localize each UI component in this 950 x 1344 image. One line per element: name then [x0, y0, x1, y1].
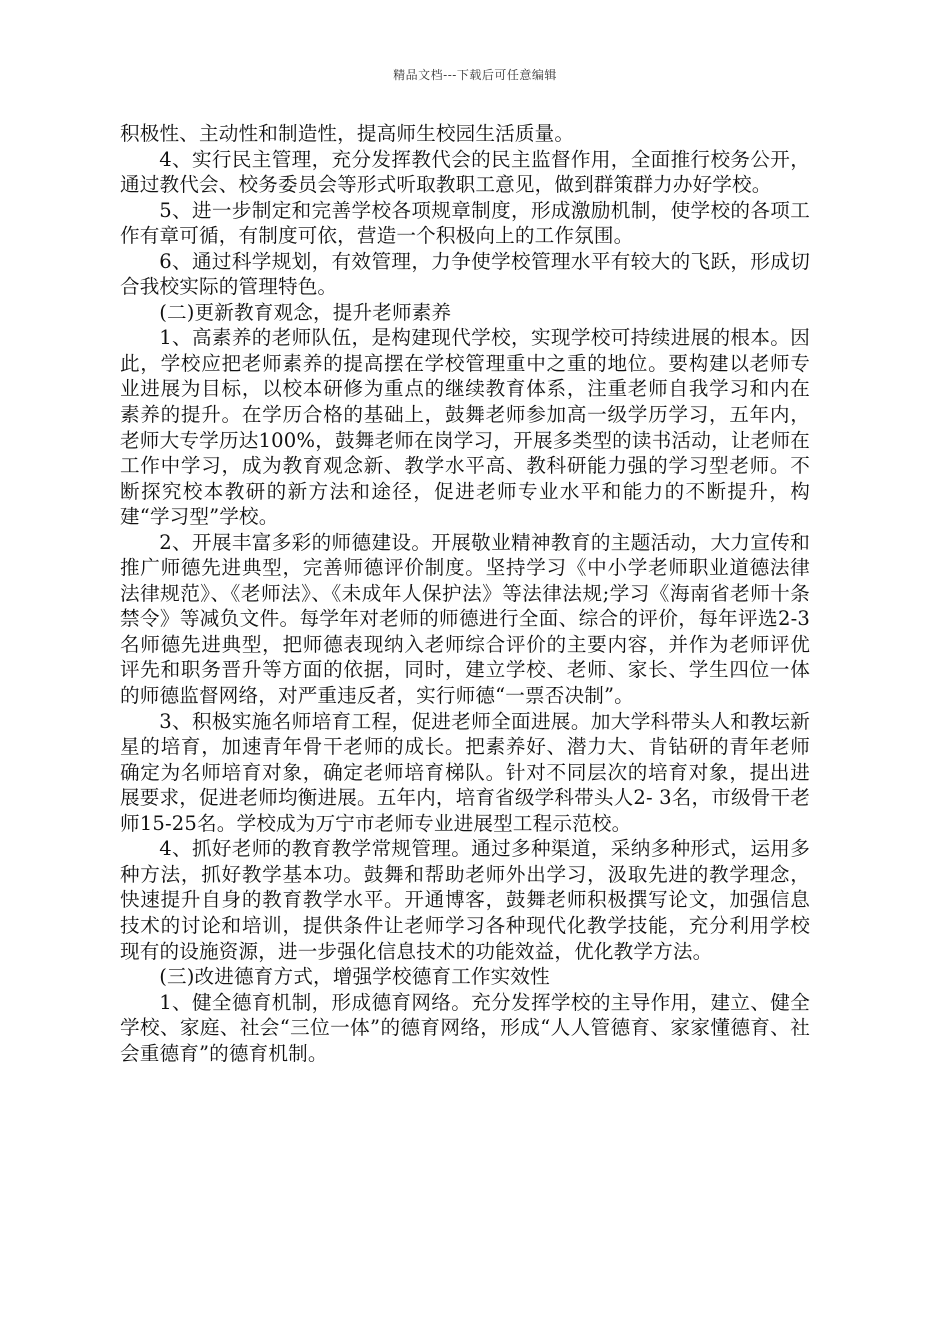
paragraph: 6、通过科学规划，有效管理，力争使学校管理水平有较大的飞跃，形成切合我校实际的管理特色。	[120, 249, 810, 299]
paragraph: 1、高素养的老师队伍，是构建现代学校，实现学校可持续进展的根本。因此，学校应把老师素养的提高摆在学校管理重中之重的地位。要构建以老师专业进展为目标，以校本研修为重点的继续教育体系，注重老师自我学习和内在素养的提升。在学历合格的基础上，鼓舞老师参加高一级学历学习，五年内，老师大专学历达100%，鼓舞老师在岗学习，开展多类型的读书活动，让老师在工作中学习，成为教育观念新、教学水平高、教科研能力强的学习型老师。不断探究校本教研的新方法和途径，促进老师专业水平和能力的不断提升，构建“学习型”学校。	[120, 326, 810, 529]
page-header: 精品文档---下载后可任意编辑	[393, 68, 557, 82]
section-heading: (二)更新教育观念，提升老师素养	[159, 300, 452, 324]
paragraph: 3、积极实施名师培育工程，促进老师全面进展。加大学科带头人和教坛新星的培育，加速青年骨干老师的成长。把素养好、潜力大、肯钻研的青年老师确定为名师培育对象，确定老师培育梯队。针对不同层次的培育对象，提出进展要求，促进老师均衡进展。五年内，培育省级学科带头人2- 3名，市级骨干老师15-25名。学校成为万宁市老师专业进展型工程示范校。	[120, 709, 810, 835]
paragraph: 2、开展丰富多彩的师德建设。开展敬业精神教育的主题活动，大力宣传和推广师德先进典型，完善师德评价制度。坚持学习《中小学老师职业道德法律法律规范》、《老师法》、《未成年人保护法》等法律法规;学习《海南省老师十条禁令》等减负文件。每学年对老师的师德进行全面、综合的评价，每年评选2-3名师德先进典型，把师德表现纳入老师综合评价的主要内容，并作为老师评优评先和职务晋升等方面的依据，同时，建立学校、老师、家长、学生四位一体的师德监督网络，对严重违反者，实行师德“一票否决制”。	[120, 530, 810, 708]
paragraph: 4、抓好老师的教育教学常规管理。通过多种渠道，采纳多种形式，运用多种方法，抓好教学基本功。鼓舞和帮助老师外出学习，汲取先进的教学理念，快速提升自身的教育教学水平。开通博客，鼓舞老师积极撰写论文，加强信息技术的讨论和培训，提供条件让老师学习各种现代化教学技能，充分利用学校现有的设施资源，进一步强化信息技术的功能效益，优化教学方法。	[120, 837, 810, 963]
section-heading: (三)改进德育方式，增强学校德育工作实效性	[159, 965, 550, 989]
paragraph: 1、健全德育机制，形成德育网络。充分发挥学校的主导作用，建立、健全学校、家庭、社会“三位一体”的德育网络，形成“人人管德育、家家懂德育、社会重德育”的德育机制。	[120, 990, 810, 1065]
paragraph: 积极性、主动性和制造性，提高师生校园生活质量。	[120, 122, 575, 145]
document-body	[120, 121, 810, 1066]
paragraph: 5、进一步制定和完善学校各项规章制度，形成激励机制，使学校的各项工作有章可循，有制度可依，营造一个积极向上的工作氛围。	[120, 198, 810, 248]
paragraph: 4、实行民主管理，充分发挥教代会的民主监督作用，全面推行校务公开，通过教代会、校务委员会等形式听取教职工意见，做到群策群力办好学校。	[120, 147, 810, 197]
